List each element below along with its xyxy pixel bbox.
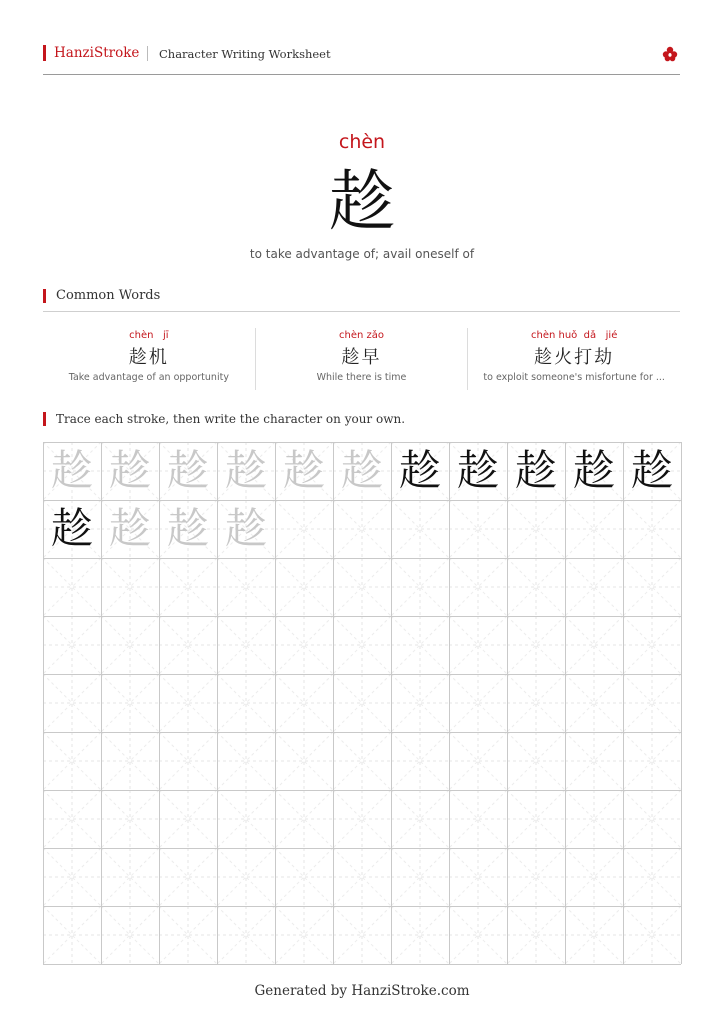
word-hanzi: 趁机 [128, 347, 169, 368]
word-hanzi: 趁早 [341, 347, 382, 368]
complete-character: 趁 [630, 446, 673, 495]
footer-credit: Generated by HanziStroke.com [254, 983, 470, 999]
header-separator [147, 46, 148, 61]
character-meaning: to take advantage of; avail oneself of [249, 247, 475, 261]
section-accent-bar [43, 289, 46, 303]
stroke-step-character: 趁 [50, 446, 93, 495]
complete-character: 趁 [456, 446, 499, 495]
word-card[interactable] [468, 328, 680, 390]
brand-name[interactable]: HanziStroke [54, 45, 140, 61]
word-meaning: Take advantage of an opportunity [68, 372, 229, 383]
word-meaning: to exploit someone's misfortune for ... [483, 372, 665, 383]
common-words-title: Common Words [56, 288, 161, 303]
character-pinyin: chèn [338, 131, 386, 153]
main-character: 趁 [329, 163, 395, 240]
word-hanzi: 趁火打劫 [534, 347, 615, 368]
practice-instruction: Trace each stroke, then write the character on your own. [56, 412, 406, 426]
stroke-step-character: 趁 [282, 446, 325, 495]
complete-character: 趁 [514, 446, 557, 495]
stroke-step-character: 趁 [166, 446, 209, 495]
word-pinyin: chèn huǒ dǎ jié [530, 330, 618, 341]
word-pinyin: chèn jī [129, 330, 169, 341]
complete-character: 趁 [50, 504, 93, 553]
section-divider [43, 311, 680, 312]
worksheet-header [43, 44, 680, 75]
section-accent-bar [43, 412, 46, 426]
stroke-step-character: 趁 [224, 504, 267, 553]
word-card[interactable] [43, 328, 256, 390]
practice-grid[interactable] [43, 442, 681, 964]
stroke-step-character: 趁 [166, 504, 209, 553]
word-card[interactable] [256, 328, 469, 390]
stroke-step-character: 趁 [108, 446, 151, 495]
header-subtitle: Character Writing Worksheet [159, 47, 331, 61]
stroke-step-character: 趁 [224, 446, 267, 495]
complete-character: 趁 [398, 446, 441, 495]
stroke-step-character: 趁 [108, 504, 151, 553]
brand-accent-bar [43, 45, 46, 61]
stroke-step-character: 趁 [340, 446, 383, 495]
word-pinyin: chèn zǎo [339, 330, 384, 341]
red-flower-icon [662, 46, 678, 62]
word-meaning: While there is time [316, 372, 407, 383]
complete-character: 趁 [572, 446, 615, 495]
common-words-list [43, 328, 680, 390]
